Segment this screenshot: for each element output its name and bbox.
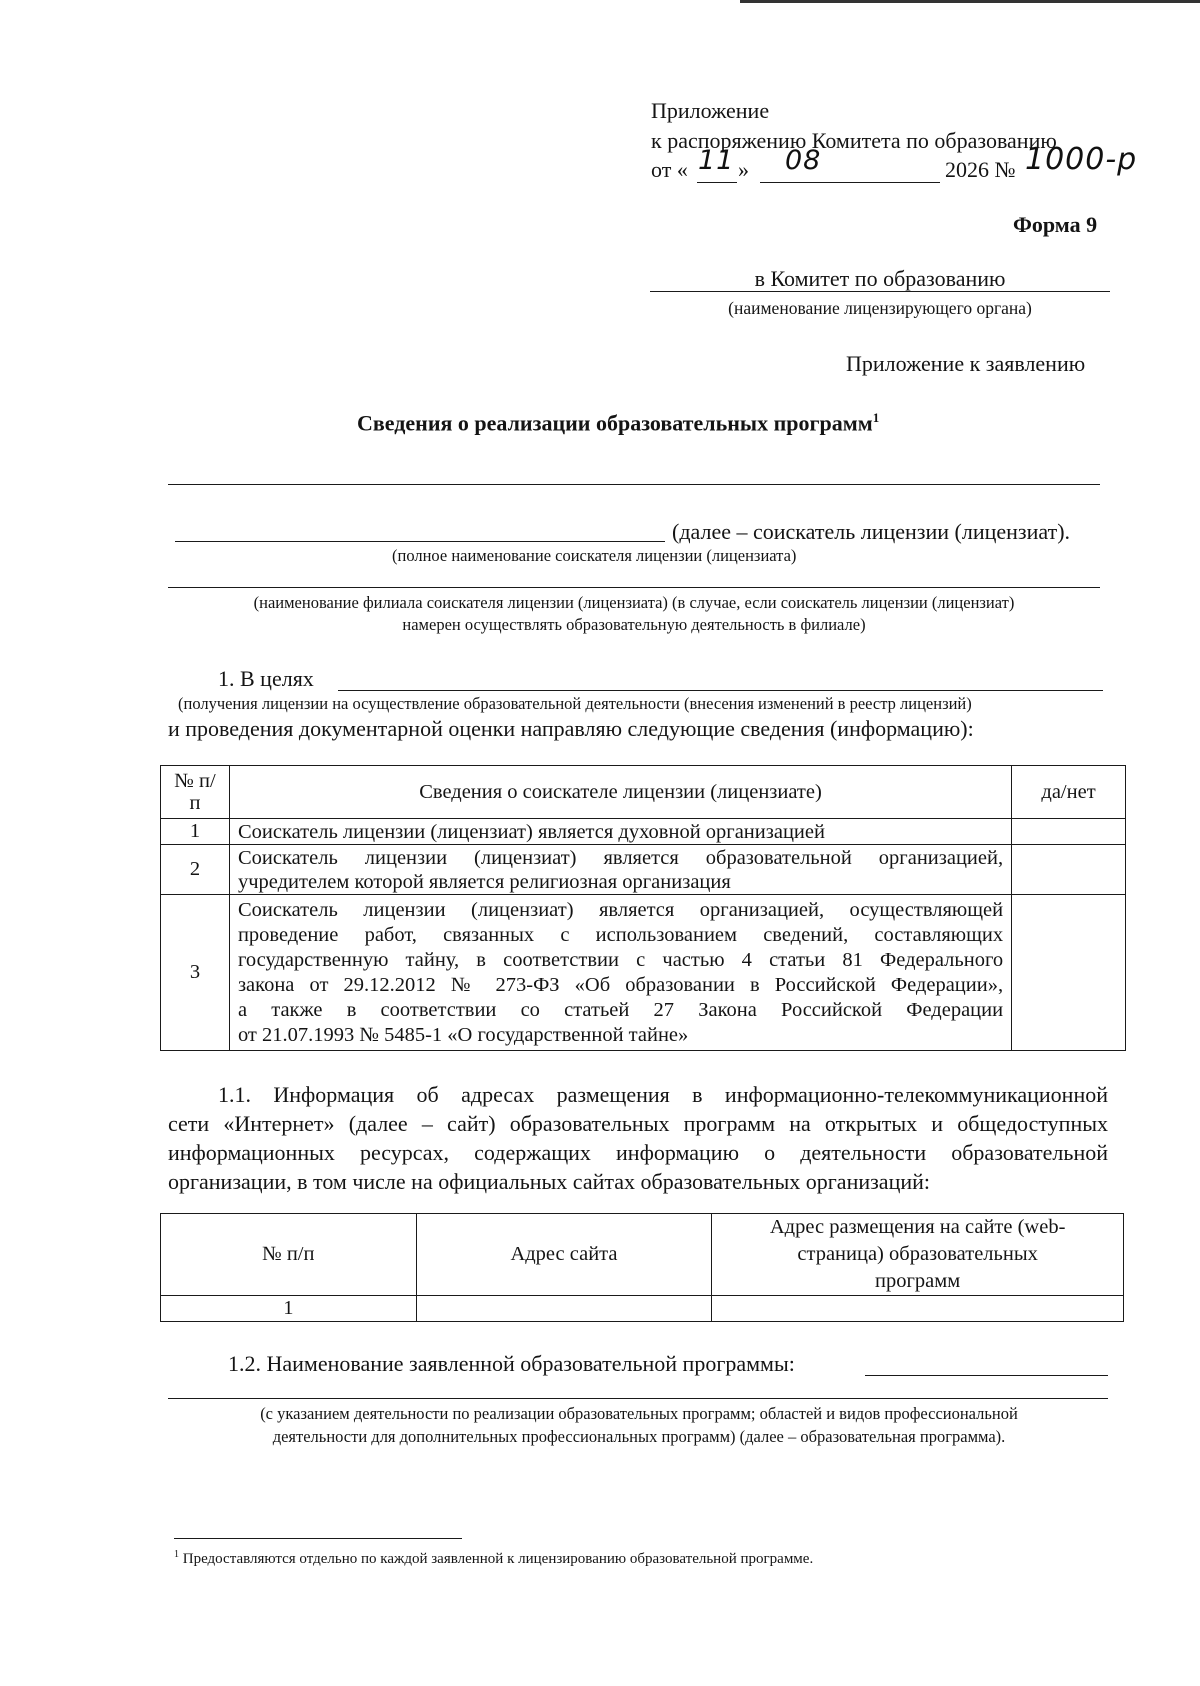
row-yesno-cell[interactable] (1012, 819, 1126, 845)
section12-label: 1.2. Наименование заявленной образовательной программы: (228, 1351, 795, 1376)
row-text-line: учредителем которой является религиозная организация (237, 870, 731, 893)
row-text-line: Соискатель лицензии (лицензиат) является образовательной организацией, (237, 846, 1004, 869)
row-text (229, 895, 1011, 1051)
section12-caption-1: (с указанием деятельности по реализации образовательных программ; областей и видов профессиональной (260, 1404, 1018, 1423)
branch-caption-2: намерен осуществлять образовательную деятельность в филиале) (402, 615, 866, 634)
quote-close: » (738, 157, 749, 182)
col-header-number: № п/п (161, 766, 230, 819)
branch-caption-1: (наименование филиала соискателя лицензии (лицензиата) (в случае, если соискатель лицензии (лицензиат) (253, 593, 1015, 612)
form-number: Форма 9 (1013, 212, 1098, 237)
day-underline (697, 182, 737, 183)
recipient-name: в Комитет по образованию (754, 266, 1006, 291)
row-yesno-cell[interactable] (1012, 895, 1126, 1051)
col-header-webpage: Адрес размещения на сайте (web-страница) образовательных программ (712, 1214, 1124, 1296)
title-footnote-mark: 1 (872, 410, 880, 425)
table-row (161, 845, 1126, 895)
appendix-label: Приложение (651, 98, 770, 123)
table-row (161, 895, 1126, 1051)
row-yesno-cell[interactable] (1012, 845, 1126, 895)
row-text-line: закона от 29.12.2012 № 273-ФЗ «Об образовании в Российской Федерации», (237, 973, 1004, 996)
footnote-text: Предоставляются отдельно по каждой заявленной к лицензированию образовательной программе. (182, 1551, 814, 1567)
row-text-line: а также в соответствии со статьей 27 Закона Российской Федерации (237, 998, 1004, 1021)
table-row (161, 819, 1126, 845)
month-underline (760, 182, 940, 183)
order-number: 1000-р (1025, 142, 1138, 177)
program-name-line-2 (168, 1398, 1108, 1399)
row-text-line: от 21.07.1993 № 5485-1 «О государственной тайне» (237, 1023, 689, 1046)
table-header-row (161, 766, 1126, 819)
order-year-number: 2026 № (945, 157, 1016, 182)
applicant-line-2 (175, 541, 665, 542)
footnote-mark: 1 (174, 1549, 179, 1560)
row-number: 3 (161, 895, 230, 1051)
row-number: 1 (161, 819, 230, 845)
col-header-number: № п/п (161, 1214, 417, 1296)
col-header-yesno: да/нет (1012, 766, 1126, 819)
footnote-separator (174, 1538, 462, 1539)
recipient-underline (650, 291, 1110, 292)
footnote (174, 1545, 813, 1569)
table-row (161, 1296, 1124, 1322)
section1-purpose-line (338, 690, 1103, 691)
branch-line (168, 587, 1100, 588)
order-month: 08 (785, 145, 822, 176)
section1-text: и проведения документарной оценки направляю следующие сведения (информацию): (168, 716, 974, 741)
section11-line: информационных ресурсах, содержащих информацию о деятельности образовательной (168, 1140, 1108, 1165)
scan-edge (740, 0, 1200, 3)
col-header-info: Сведения о соискателе лицензии (лицензиате) (229, 766, 1011, 819)
row-text-line: Соискатель лицензии (лицензиат) является организацией, осуществляющей (237, 898, 1004, 921)
section11-line: 1.1. Информация об адресах размещения в информационно-телекоммуникационной (218, 1082, 1108, 1107)
section11-line: сети «Интернет» (далее – сайт) образовательных программ на открытых и общедоступных (168, 1111, 1108, 1136)
order-reference: к распоряжению Комитета по образованию (651, 128, 1057, 153)
row-text (229, 845, 1011, 895)
section1-caption: (получения лицензии на осуществление образовательной деятельности (внесения изменений в реестр лицензий) (178, 694, 972, 713)
document-title: Сведения о реализации образовательных программ$^1$ (357, 410, 880, 436)
section1-label: 1. В целях (218, 666, 314, 691)
applicant-caption: (полное наименование соискателя лицензии (лицензиата) (392, 546, 797, 565)
col-header-site: Адрес сайта (416, 1214, 712, 1296)
row-text-line: государственную тайну, в соответствии с частью 4 статьи 81 Федерального (237, 948, 1004, 971)
applicant-suffix: (далее – соискатель лицензии (лицензиат). (672, 519, 1071, 544)
section11-line: организации, в том числе на официальных сайтах образовательных организаций: (168, 1169, 931, 1194)
appendix-to-statement: Приложение к заявлению (846, 351, 1086, 376)
row-text-line: Соискатель лицензии (лицензиат) является духовной организацией (237, 820, 825, 843)
order-date-prefix: от « (651, 157, 688, 182)
section12-caption-2: деятельности для дополнительных профессиональных программ) (далее – образовательная программа). (272, 1427, 1006, 1446)
site-address-cell[interactable] (416, 1296, 712, 1322)
website-table (160, 1213, 1124, 1322)
recipient-caption: (наименование лицензирующего органа) (728, 298, 1032, 318)
program-name-line-1 (865, 1375, 1108, 1376)
row-number: 1 (161, 1296, 417, 1322)
webpage-address-cell[interactable] (712, 1296, 1124, 1322)
order-day: 11 (698, 145, 735, 176)
row-text-line: проведение работ, связанных с использованием сведений, составляющих (237, 923, 1004, 946)
row-number: 2 (161, 845, 230, 895)
section11-paragraph (168, 1080, 1108, 1196)
applicant-info-table (160, 765, 1126, 1051)
row-text (229, 819, 1011, 845)
table-header-row (161, 1214, 1124, 1296)
applicant-line-1 (168, 484, 1100, 485)
